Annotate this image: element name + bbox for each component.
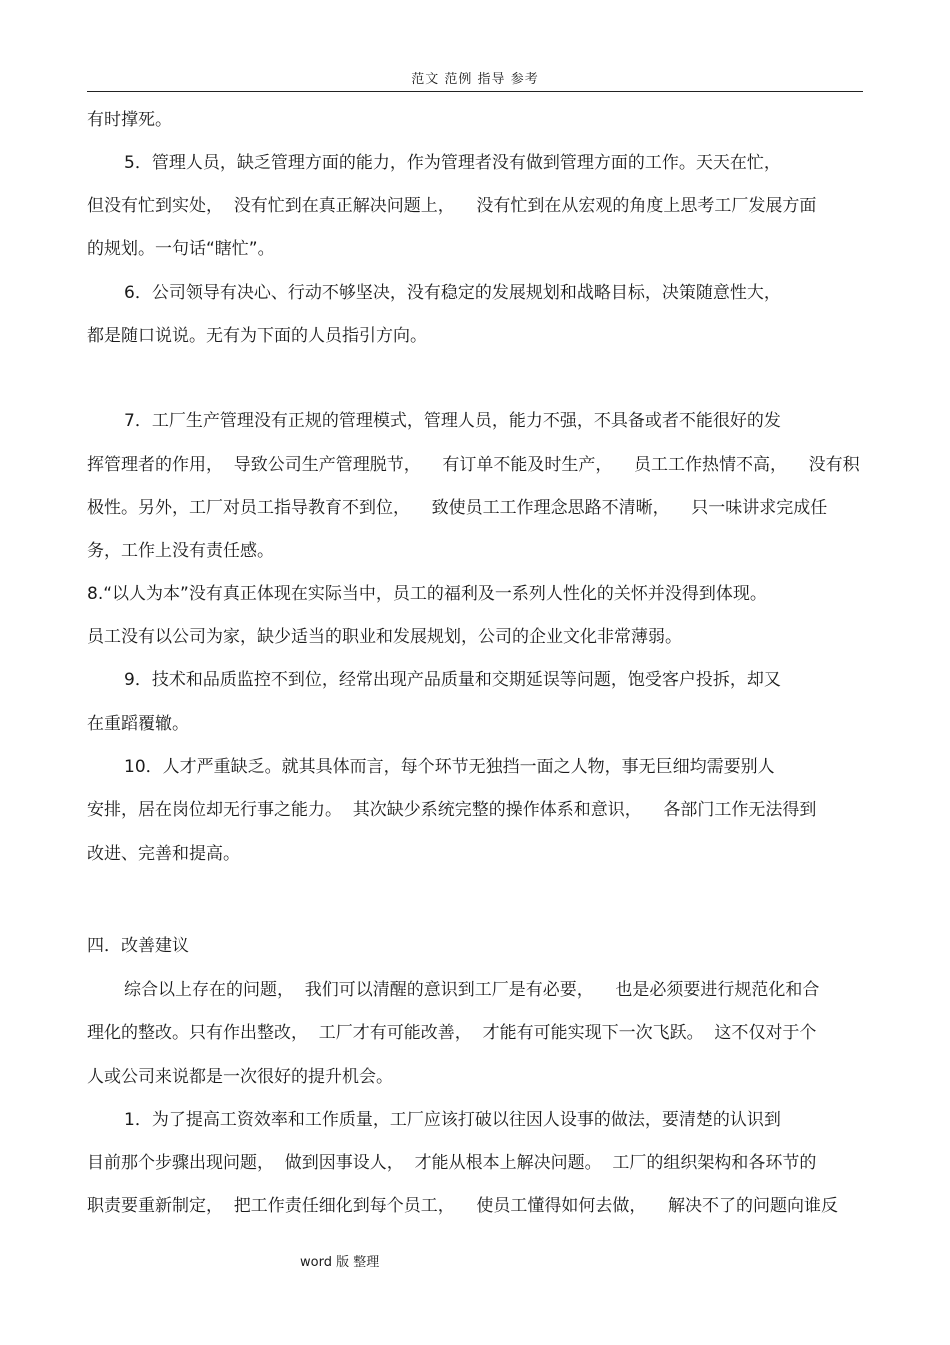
- text-line: 综合以上存在的问题， 我们可以清醒的意识到工厂是有必要， 也是必须要进行规范化和合: [124, 980, 820, 1000]
- page-header: 范文 范例 指导 参考: [411, 72, 539, 87]
- text-line: 安排，居在岗位却无行事之能力。 其次缺少系统完整的操作体系和意识， 各部门工作无法得到: [87, 800, 817, 820]
- text-line: 9．技术和品质监控不到位，经常出现产品质量和交期延误等问题，饱受客户投拆，却又: [124, 670, 781, 690]
- text-line: 极性。另外，工厂对员工指导教育不到位， 致使员工工作理念思路不清晰， 只一味讲求完成任: [87, 498, 828, 518]
- text-line: 在重蹈覆辙。: [87, 714, 189, 734]
- header-rule: [87, 91, 863, 92]
- text-line: 务，工作上没有责任感。: [87, 541, 274, 561]
- section-heading: 四．改善建议: [87, 936, 189, 956]
- text-line: 改进、完善和提高。: [87, 844, 240, 864]
- text-line: 员工没有以公司为家，缺少适当的职业和发展规划，公司的企业文化非常薄弱。: [87, 627, 682, 647]
- text-line: 人或公司来说都是一次很好的提升机会。: [87, 1067, 393, 1087]
- text-line: 但没有忙到实处， 没有忙到在真正解决问题上， 没有忙到在从宏观的角度上思考工厂发展方面: [87, 196, 817, 216]
- text-line: 10．人才严重缺乏。就其具体而言，每个环节无独挡一面之人物，事无巨细均需要别人: [124, 757, 775, 777]
- text-line: 7．工厂生产管理没有正规的管理模式，管理人员，能力不强，不具备或者不能很好的发: [124, 411, 781, 431]
- text-line: 5．管理人员，缺乏管理方面的能力，作为管理者没有做到管理方面的工作。天天在忙，: [124, 153, 781, 173]
- text-line: 有时撑死。: [87, 110, 172, 130]
- text-line: 职责要重新制定， 把工作责任细化到每个员工， 使员工懂得如何去做， 解决不了的问题向谁反: [87, 1196, 839, 1216]
- page-footer: word 版 整理: [300, 1255, 380, 1270]
- text-line: 都是随口说说。无有为下面的人员指引方向。: [87, 326, 427, 346]
- text-line: 1．为了提高工资效率和工作质量，工厂应该打破以往因人设事的做法，要清楚的认识到: [124, 1110, 781, 1130]
- text-line: 目前那个步骤出现问题， 做到因事设人， 才能从根本上解决问题。 工厂的组织架构和各环节的: [87, 1153, 817, 1173]
- text-line: 6．公司领导有决心、行动不够坚决，没有稳定的发展规划和战略目标，决策随意性大，: [124, 283, 781, 303]
- text-line: 8.“以人为本”没有真正体现在实际当中，员工的福利及一系列人性化的关怀并没得到体现。: [87, 584, 767, 604]
- text-line: 理化的整改。只有作出整改， 工厂才有可能改善， 才能有可能实现下一次飞跃。 这不仅对于个: [87, 1023, 817, 1043]
- text-line: 挥管理者的作用， 导致公司生产管理脱节， 有订单不能及时生产， 员工工作热情不高， 没有积: [87, 455, 860, 475]
- text-line: 的规划。一句话“瞎忙”。: [87, 239, 275, 259]
